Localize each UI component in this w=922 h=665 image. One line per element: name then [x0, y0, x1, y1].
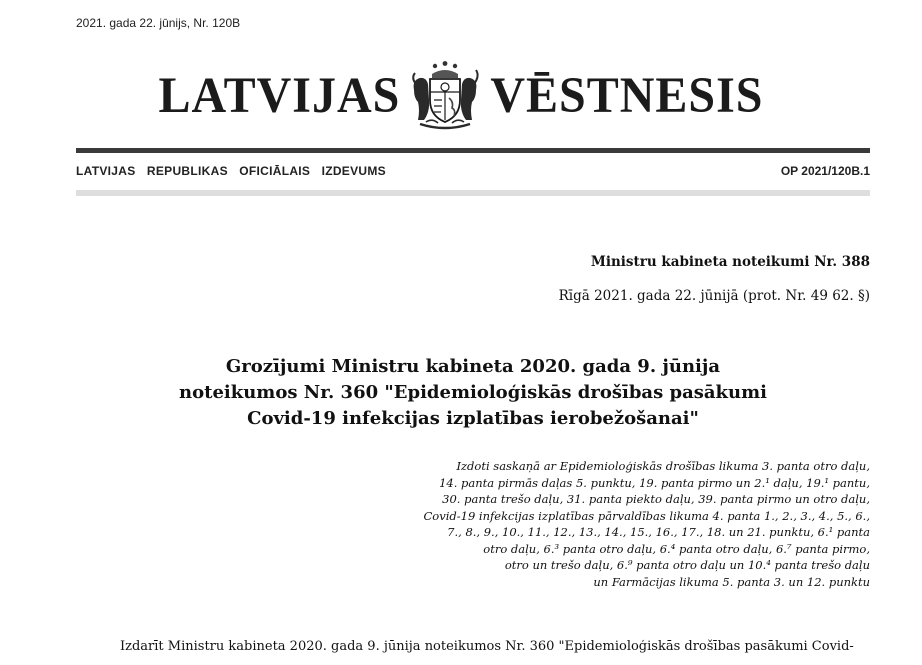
- document-title: [76, 354, 870, 432]
- subhead-word: REPUBLIKAS: [146, 164, 228, 178]
- title-line: Grozījumi Ministru kabineta 2020. gada 9. jūnija: [225, 356, 721, 377]
- title-line: noteikumos Nr. 360 "Epidemioloģiskās drošības pasākumi: [179, 382, 767, 403]
- legal-basis-line: 7., 8., 9., 10., 11., 12., 13., 14., 15., 16., 17., 18. un 21. punktu, 6.¹ panta: [447, 525, 870, 539]
- legal-basis-line: Covid-19 infekcijas izplatības pārvaldības likuma 4. panta 1., 2., 3., 4., 5., 6.,: [423, 508, 870, 523]
- subhead-word: OFICIĀLAIS: [239, 164, 311, 178]
- header-thick-rule: [76, 148, 870, 153]
- header-grey-rule: [76, 190, 870, 196]
- subhead-word: LATVIJAS: [76, 164, 136, 178]
- masthead-left-word: LATVIJAS: [158, 67, 401, 123]
- legal-basis-line: otro daļu, 6.³ panta otro daļu, 6.⁴ panta otro daļu, 6.⁷ panta pirmo,: [483, 541, 870, 556]
- body-line: Izdarīt Ministru kabineta 2020. gada 9. jūnija noteikumos Nr. 360 "Epidemioloģiskās drošības pasākumi Covid-: [120, 639, 854, 654]
- masthead: [0, 60, 922, 130]
- subheader-bar: [76, 164, 870, 178]
- official-publication-label: [76, 164, 394, 178]
- legal-basis-line: Izdoti saskaņā ar Epidemioloģiskās drošības likuma 3. panta otro daļu,: [456, 459, 870, 473]
- title-line: Covid-19 infekcijas izplatības ierobežošanai": [247, 408, 699, 429]
- document-type: Ministru kabineta noteikumi Nr. 388: [590, 254, 870, 270]
- legal-basis-line: 30. panta trešo daļu, 31. panta piekto daļu, 39. panta pirmo un otro daļu,: [442, 492, 870, 506]
- publication-id: OP 2021/120B.1: [780, 164, 870, 178]
- subhead-word: IZDEVUMS: [321, 164, 386, 178]
- legal-basis-line: otro un trešo daļu, 6.⁹ panta otro daļu un 10.⁴ panta trešo daļu: [504, 558, 870, 572]
- coat-of-arms-icon: [408, 60, 482, 130]
- document-place-date: Rīgā 2021. gada 22. jūnijā (prot. Nr. 49 62. §): [558, 288, 870, 304]
- issue-dateline: 2021. gada 22. jūnijs, Nr. 120B: [76, 16, 241, 30]
- body-paragraph: [76, 636, 870, 658]
- masthead-right-word: VĒSTNESIS: [490, 67, 764, 123]
- legal-basis: [310, 458, 870, 590]
- legal-basis-line: 14. panta pirmās daļas 5. punktu, 19. panta pirmo un 2.¹ daļu, 19.¹ pantu,: [439, 475, 870, 490]
- legal-basis-line: un Farmācijas likuma 5. panta 3. un 12. punktu: [593, 574, 870, 589]
